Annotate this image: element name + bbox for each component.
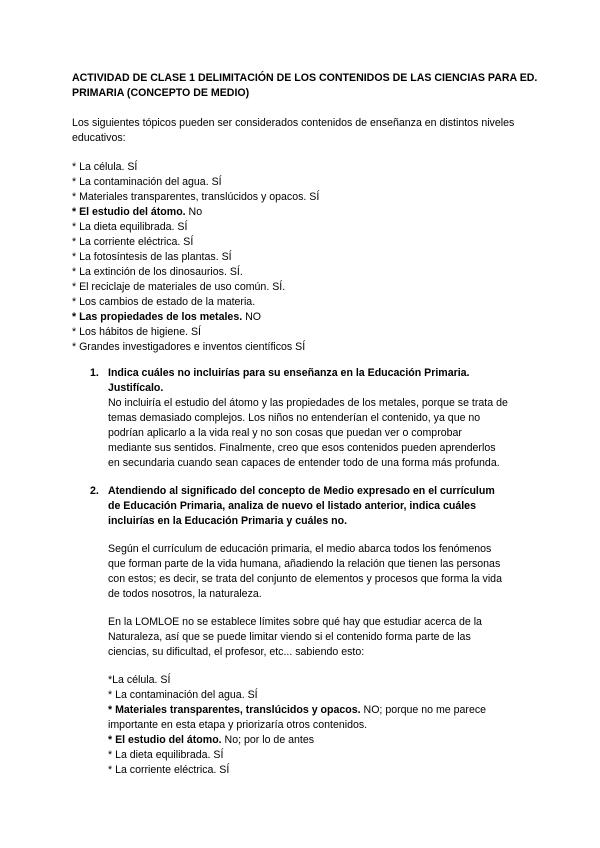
answer-paragraph-2 bbox=[108, 615, 528, 660]
question-2 bbox=[90, 484, 510, 529]
topic-item: * La célula. SÍ bbox=[72, 161, 138, 173]
topic-item: * El reciclaje de materiales de uso común. SÍ. bbox=[72, 281, 286, 293]
topics-list bbox=[72, 160, 532, 355]
paragraph-line: Naturaleza, así que se puede limitar viendo si el contenido forma parte de las bbox=[108, 631, 471, 643]
topic-item: * Las propiedades de los metales. NO bbox=[72, 311, 261, 323]
paragraph-line: En la LOMLOE no se establece límites sobre qué hay que estudiar acerca de la bbox=[108, 616, 482, 628]
topic-item: * El estudio del átomo. No bbox=[72, 206, 203, 218]
classified-topic-item: importante en esta etapa y priorizaría otros contenidos. bbox=[108, 719, 368, 731]
paragraph-line: de todos nosotros, la naturaleza. bbox=[108, 588, 262, 600]
question-2-title: Atendiendo al significado del concepto de Medio expresado en el currículum bbox=[108, 485, 495, 497]
topic-item: * Materiales transparentes, translúcidos y opacos. SÍ bbox=[72, 191, 320, 203]
classified-topic-item: * La dieta equilibrada. SÍ bbox=[108, 749, 224, 761]
topic-item: * Los cambios de estado de la materia. bbox=[72, 296, 256, 308]
question-2-title: incluirías en la Educación Primaria y cuáles no. bbox=[108, 515, 348, 527]
paragraph-line: Según el currículum de educación primaria, el medio abarca todos los fenómenos bbox=[108, 543, 492, 555]
question-1-answer-line: No incluiría el estudio del átomo y las propiedades de los metales, porque se trata de bbox=[108, 397, 508, 409]
classified-topic-item: * Materiales transparentes, translúcidos y opacos. NO; porque no me parece bbox=[108, 704, 487, 716]
question-1-number: 1. bbox=[90, 367, 99, 379]
paragraph-line: que forman parte de la vida humana, añadiendo la relación que tienen las personas bbox=[108, 558, 501, 570]
question-1-answer-line: temas demasiado complejos. Los niños no entenderían el contenido, ya que no bbox=[108, 412, 481, 424]
classified-topic-item: * El estudio del átomo. No; por lo de antes bbox=[108, 734, 315, 746]
classified-topic-item: *La célula. SÍ bbox=[108, 674, 171, 686]
question-1-answer-line: podrían aplicarlo a la vida real y no son cosas que puedan ver o comprobar bbox=[108, 427, 462, 439]
topic-item: * Los hábitos de higiene. SÍ bbox=[72, 326, 201, 338]
paragraph-line: ciencias, su dificultad, el profesor, etc... sabiendo esto: bbox=[108, 646, 365, 658]
intro-paragraph: Los siguientes tópicos pueden ser considerados contenidos de enseñanza en distintos niveles educativos: bbox=[72, 117, 515, 144]
activity-title: ACTIVIDAD DE CLASE 1 DELIMITACIÓN DE LOS CONTENIDOS DE LAS CIENCIAS PARA ED. PRIMARIA (CONCEPTO DE MEDIO) bbox=[72, 72, 538, 99]
topic-item: * La fotosíntesis de las plantas. SÍ bbox=[72, 251, 232, 263]
question-1-title: Indica cuáles no incluirías para su enseñanza en la Educación Primaria. bbox=[108, 367, 470, 379]
question-2-number: 2. bbox=[90, 485, 99, 497]
topic-item: * Grandes investigadores e inventos científicos SÍ bbox=[72, 341, 306, 353]
question-2-title: de Educación Primaria, analiza de nuevo el listado anterior, indica cuáles bbox=[108, 500, 476, 512]
question-1-title: Justifícalo. bbox=[108, 382, 164, 394]
question-1-answer-line: en secundaria cuando sean capaces de entender todo de una forma más profunda. bbox=[108, 457, 500, 469]
question-1 bbox=[90, 366, 510, 471]
classified-topic-item: * La contaminación del agua. SÍ bbox=[108, 689, 258, 701]
classified-topics-list bbox=[108, 673, 528, 778]
paragraph-line: con estos; es decir, se trata del conjunto de elementos y procesos que forma la vida bbox=[108, 573, 502, 585]
classified-topic-item: * La corriente eléctrica. SÍ bbox=[108, 764, 230, 776]
topic-item: * La extinción de los dinosaurios. SÍ. bbox=[72, 266, 243, 278]
answer-paragraph-1 bbox=[108, 542, 528, 602]
topic-item: * La corriente eléctrica. SÍ bbox=[72, 236, 194, 248]
topic-item: * La contaminación del agua. SÍ bbox=[72, 176, 222, 188]
topic-item: * La dieta equilibrada. SÍ bbox=[72, 221, 188, 233]
question-1-answer-line: mediante sus sentidos. Finalmente, creo que esos contenidos pueden aprenderlos bbox=[108, 442, 496, 454]
